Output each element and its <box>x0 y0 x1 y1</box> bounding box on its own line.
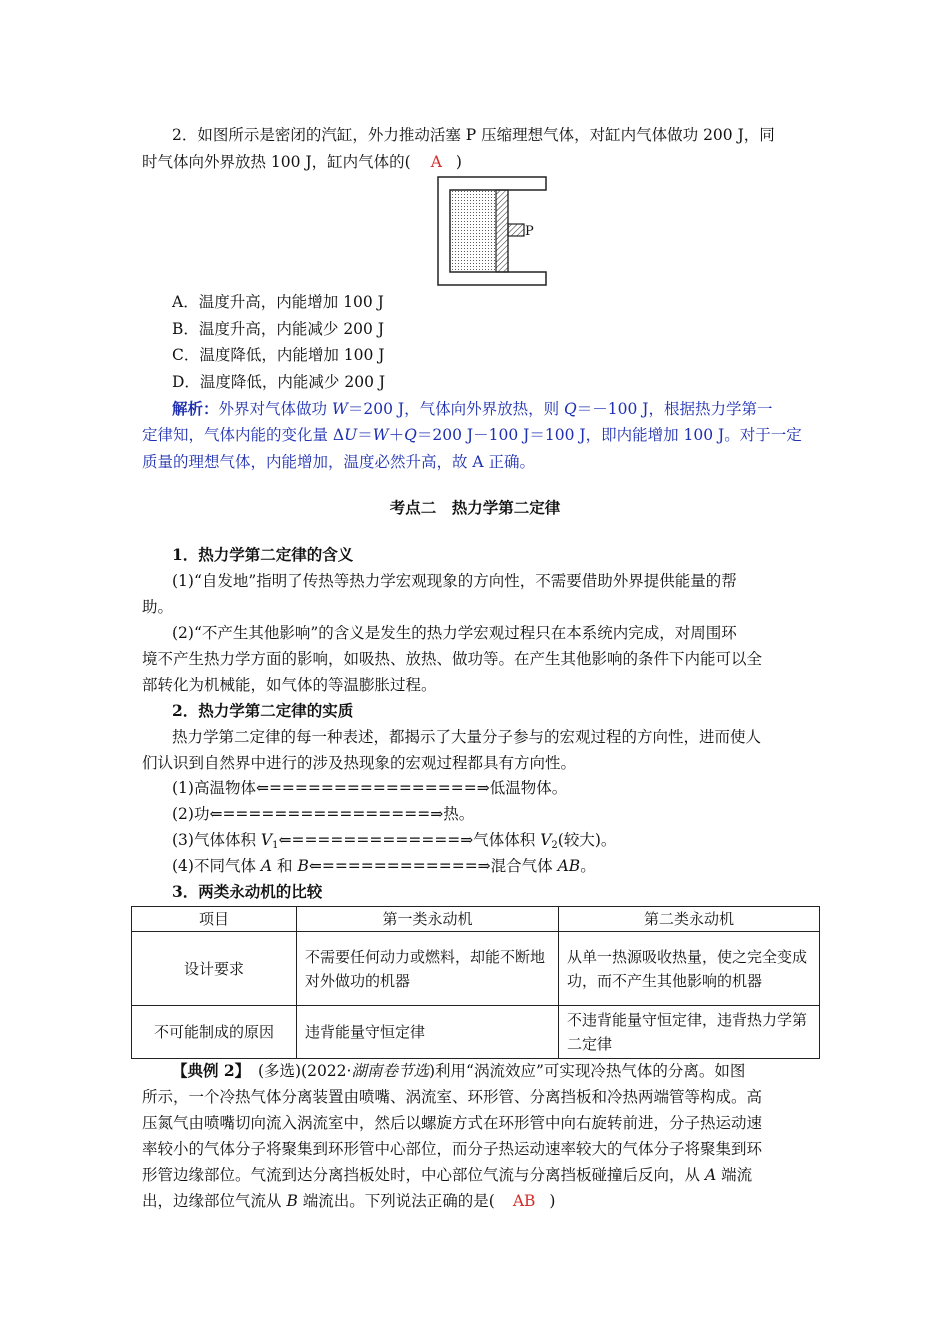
table-cell: 从单一热源吸收热量，使之完全变成功，而不产生其他影响的机器 <box>559 932 820 1006</box>
example-2-line-3: 压氮气由喷嘴切向流入涡流室中，然后以螺旋方式在环形管中向右旋转前进，分子热运动速 <box>142 1114 763 1132</box>
table-cell: 不可能制成的原因 <box>132 1006 297 1059</box>
example-2-line-6: 出，边缘部位气流从 B 端流出。下列说法正确的是( AB ) <box>142 1192 556 1210</box>
table-row <box>132 932 820 1006</box>
equation-4: (4)不同气体 A 和 B⇐============⇒混合气体 AB。 <box>172 857 596 875</box>
table-cell: 不需要任何动力或燃料，却能不断地对外做功的机器 <box>297 932 559 1006</box>
option-d: D．温度降低，内能减少 200 J <box>172 373 386 391</box>
section-title: 考点二 热力学第二定律 <box>389 498 561 517</box>
example-2-line-1: 【典例 2】 (多选)(2022·湖南卷节选)利用“涡流效应”可实现冷热气体的分离。如图 <box>172 1061 746 1080</box>
option-c: C．温度降低，内能增加 100 J <box>172 346 385 364</box>
table-row <box>132 1006 820 1059</box>
equation-2: (2)功⇐================⇒热。 <box>172 805 475 823</box>
heading-comparison: 3．两类永动机的比较 <box>172 882 323 901</box>
table-cell: 不违背能量守恒定律，违背热力学第二定律 <box>559 1006 820 1059</box>
para-1-line-2: 助。 <box>142 598 174 616</box>
table-header: 项目 <box>132 907 297 932</box>
para-3-line-1: 热力学第二定律的每一种表述，都揭示了大量分子参与的宏观过程的方向性，进而使人 <box>172 728 762 746</box>
example-label: 【典例 2】 <box>172 1061 243 1080</box>
example-2-line-4: 率较小的气体分子将聚集到环形管中心部位，而分子热运动速率较大的气体分子将聚集到环 <box>142 1140 763 1158</box>
piston <box>496 190 508 272</box>
option-a: A．温度升高，内能增加 100 J <box>172 293 384 311</box>
equation-3: (3)气体体积 $V_1⇐=============\Rightarrow$气体体积 $V_2$(较大)。 <box>172 831 617 851</box>
equation-1: (1)高温物体⇐================⇒低温物体。 <box>172 779 568 797</box>
question-2-line-1: 2．如图所示是密闭的汽缸，外力推动活塞 P 压缩理想气体，对缸内气体做功 200 J，同 <box>172 126 775 144</box>
para-2-line-1: (2)“不产生其他影响”的含义是发生的热力学宏观过程只在本系统内完成，对周围环 <box>172 624 737 642</box>
example-2-answer: AB <box>512 1192 536 1210</box>
table-cell: 设计要求 <box>132 932 297 1006</box>
para-1-line-1: (1)“自发地”指明了传热等热力学宏观现象的方向性，不需要借助外界提供能量的帮 <box>172 572 737 590</box>
table-header: 第二类永动机 <box>559 907 820 932</box>
example-2-line-2: 所示，一个冷热气体分离装置由喷嘴、涡流室、环形管、分离挡板和冷热两端管等构成。高 <box>142 1088 763 1106</box>
perpetual-motion-table <box>131 906 820 1059</box>
heading-meaning: 1．热力学第二定律的含义 <box>172 545 354 564</box>
analysis-line-3: 质量的理想气体，内能增加，温度必然升高，故 A 正确。 <box>142 453 536 471</box>
heading-essence: 2．热力学第二定律的实质 <box>172 701 354 720</box>
para-3-line-2: 们认识到自然界中进行的涉及热现象的宏观过程都具有方向性。 <box>142 754 577 772</box>
piston-rod <box>508 224 524 236</box>
table-header: 第一类永动机 <box>297 907 559 932</box>
question-2-line-2: 时气体向外界放热 100 J，缸内气体的( A ) <box>142 153 462 171</box>
analysis-line-2: 定律知，气体内能的变化量 ΔU＝W＋Q＝200 J－100 J＝100 J，即内能增加 100 J。对于一定 <box>142 426 802 444</box>
question-2-answer: A <box>430 153 442 171</box>
para-2-line-2: 境不产生热力学方面的影响，如吸热、放热、做功等。在产生其他影响的条件下内能可以全 <box>142 650 763 668</box>
analysis-line-1: 解析：外界对气体做功 W＝200 J，气体向外界放热，则 Q＝－100 J，根据热力学第一 <box>172 399 773 418</box>
para-2-line-3: 部转化为机械能，如气体的等温膨胀过程。 <box>142 676 437 694</box>
cylinder-piston-figure <box>436 175 548 287</box>
option-b: B．温度升高，内能减少 200 J <box>172 320 385 338</box>
table-cell: 违背能量守恒定律 <box>297 1006 559 1059</box>
piston-label: P <box>525 224 534 239</box>
example-2-line-5: 形管边缘部位。气流到达分离挡板处时，中心部位气流与分离挡板碰撞后反向，从 A 端流 <box>142 1166 753 1184</box>
table-header-row <box>132 907 820 932</box>
